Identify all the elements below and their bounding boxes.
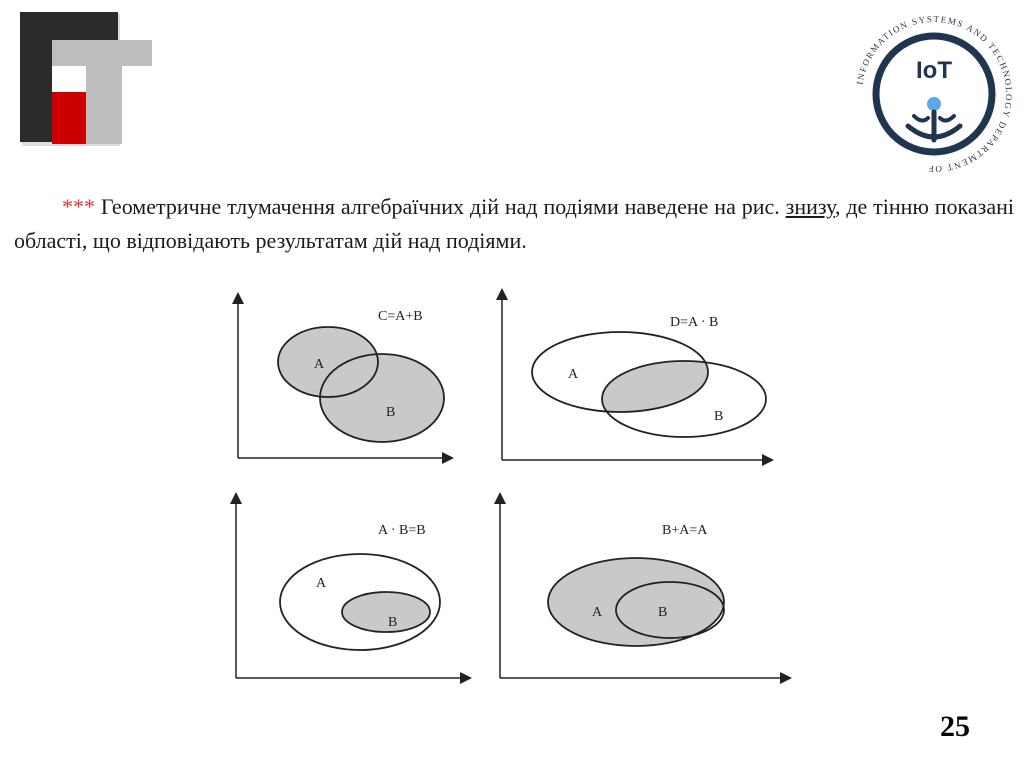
svg-text:A: A	[314, 357, 325, 372]
svg-text:B: B	[388, 615, 398, 630]
panel-union	[238, 298, 448, 458]
iot-logo-icon	[848, 8, 1020, 180]
formula-subset-product: A · B=B	[378, 523, 426, 538]
ft-logo	[0, 0, 160, 150]
svg-text:A: A	[592, 605, 603, 620]
svg-text:IoT: IoT	[916, 57, 952, 84]
paragraph-line2: , де тінню показані області, що відповідають результатам дій над подіями.	[14, 194, 1015, 253]
formula-subset-sum: B+A=A	[662, 523, 708, 538]
underlined-word: знизу	[785, 194, 835, 219]
formula-intersection: D=A · B	[670, 315, 719, 330]
ft-logo-icon	[0, 0, 160, 150]
svg-text:B: B	[714, 409, 724, 424]
formula-union: C=A+B	[378, 309, 423, 324]
panel-intersection	[502, 294, 768, 460]
stars-marker: ***	[62, 194, 95, 219]
paragraph-line1: Геометричне тлумачення алгебраїчних дій над подіями наведене на рис.	[100, 194, 780, 219]
svg-text:A: A	[316, 576, 327, 591]
page-number: 25	[940, 710, 970, 743]
svg-text:B: B	[658, 605, 668, 620]
panel-subset-intersection	[236, 498, 466, 678]
svg-text:A: A	[568, 367, 579, 382]
svg-text:INFORMATION SYSTEMS AND TECHNO: INFORMATION SYSTEMS AND TECHNOLOGY DEPARTMENT OF	[854, 13, 1015, 175]
iot-department-logo	[848, 8, 1020, 180]
svg-text:B: B	[386, 405, 396, 420]
description-paragraph	[14, 190, 1014, 258]
venn-figure	[200, 282, 800, 692]
panel-subset-union	[500, 498, 786, 678]
venn-diagrams	[200, 282, 800, 692]
